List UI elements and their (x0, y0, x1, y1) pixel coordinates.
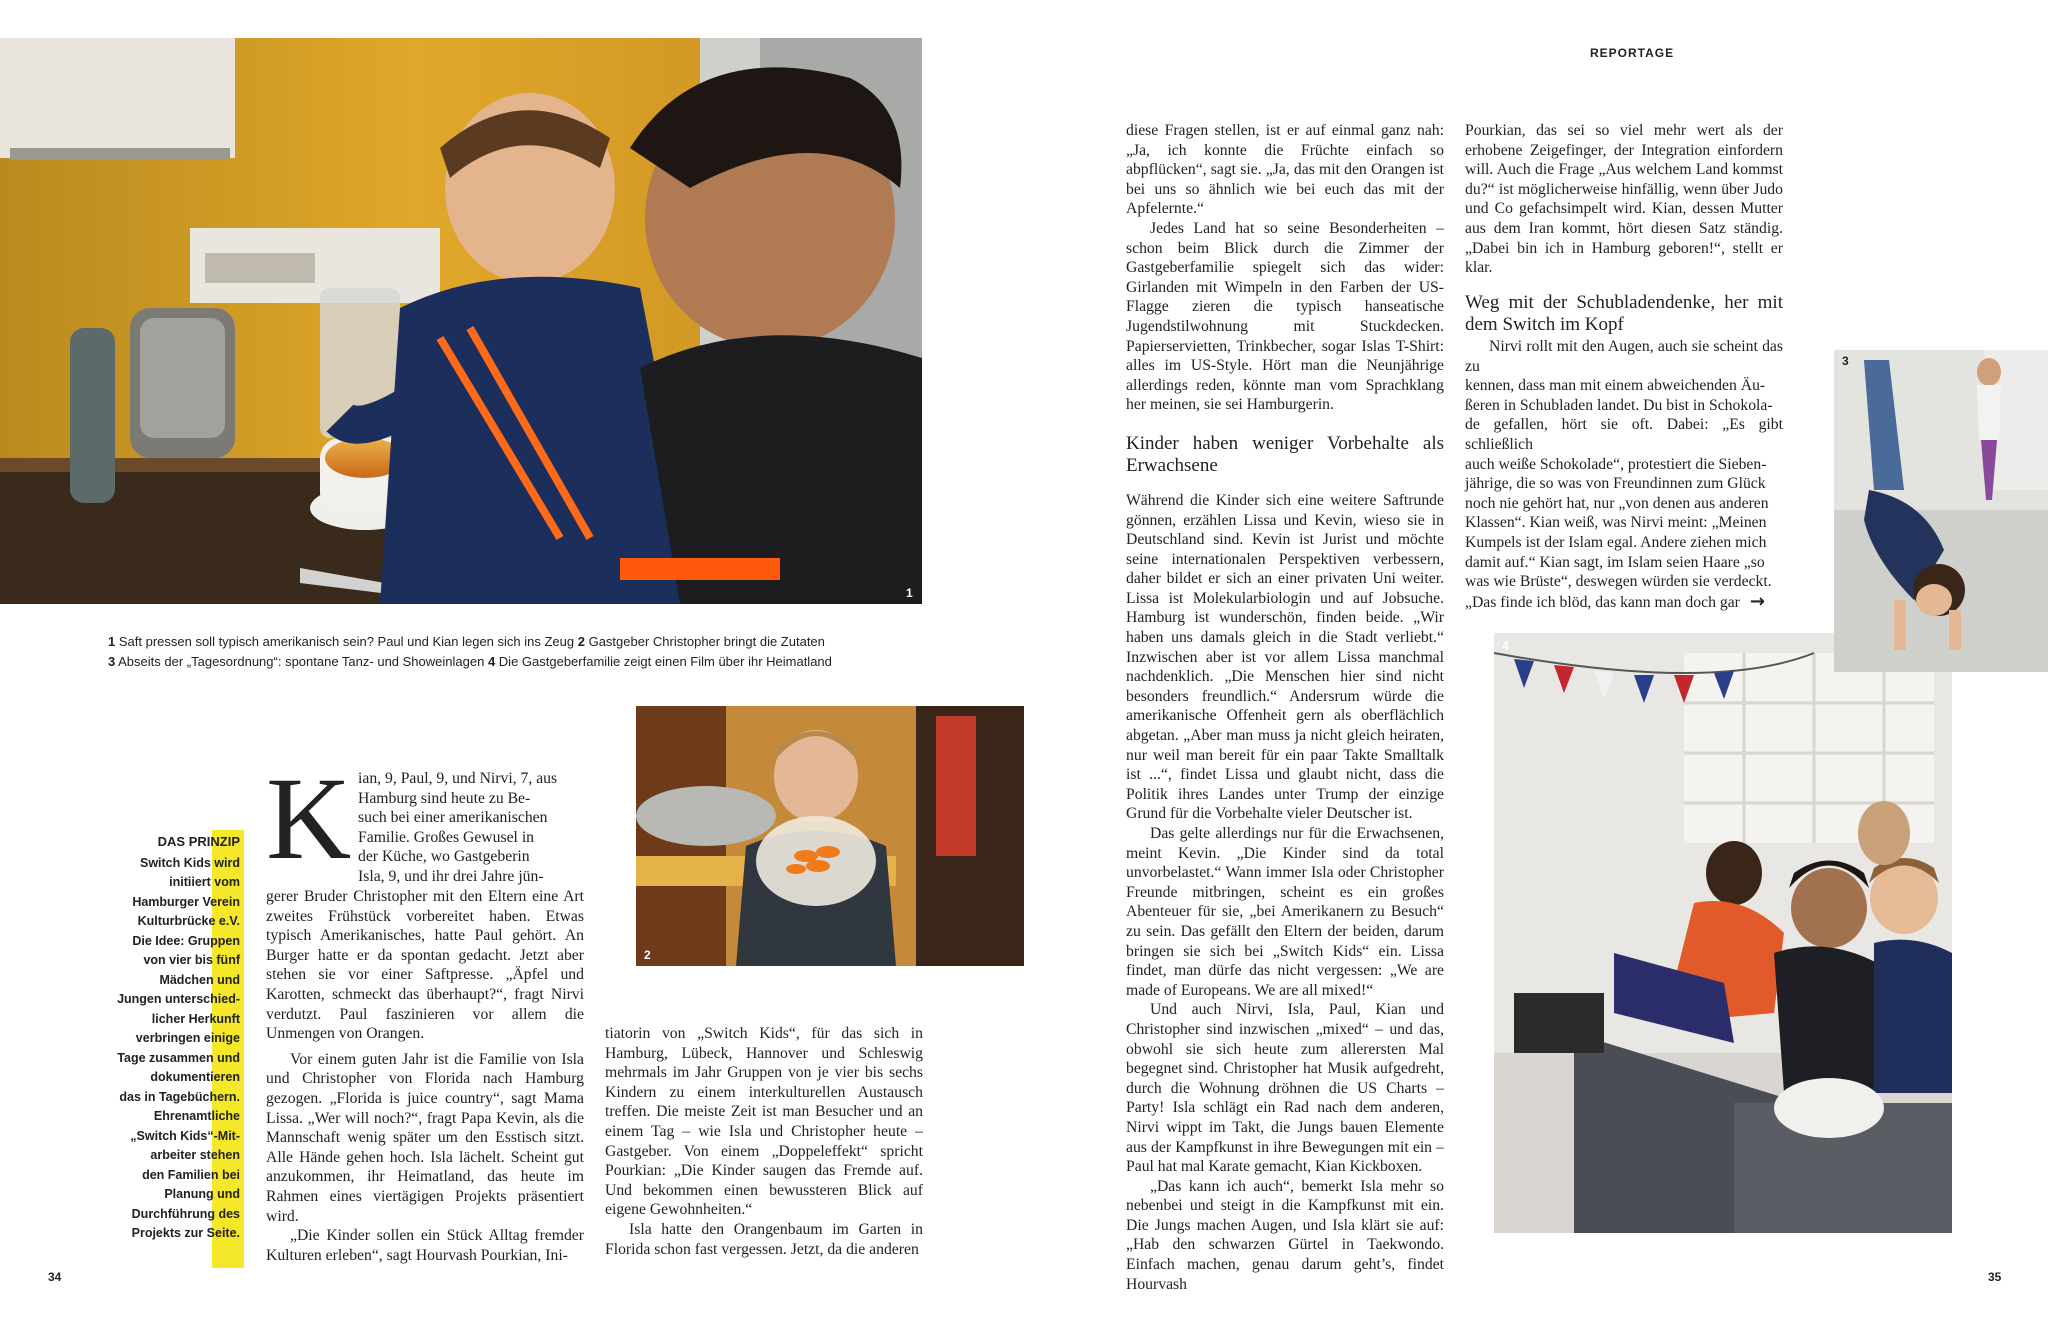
paragraph: Während die Kinder sich eine weitere Saftrunde gönnen, erzählen Lissa und Kevin, wieso sie in Deutschland sind. Kevin ist Jurist und möchte seine internationalen Perspektiven verbessern, daher bildet er sich an einer privaten Uni weiter. Lissa ist Molekularbiologin und auf Jobsuche. Hamburg ist wunderschön, finden beide. „Wir haben uns damals gleich in die Stadt verliebt.“ Inzwischen aber ist vor allem Lissa manchmal nachdenklich. „Die Menschen hier sind nicht besonders freundlich.“ Andersrum würde die amerikanische Offenheit gern als oberflächlich abgetan. „Aber man muss ja nicht gleich heiraten, nur weil man bereit für ein paar Takte Smalltalk ist ...“, findet Lissa und glaubt nicht, dass die Politik ihres Landes unter Trump der einzige Grund für die Vorbehalte vieler Deutscher ist. (1126, 491, 1444, 823)
caption-text: Abseits der „Tagesordnung“: spontane Tanz- und Showeinlagen (118, 654, 485, 669)
living-room-illustration (1494, 633, 1952, 1233)
sidebar-das-prinzip (100, 832, 240, 1244)
sidebar-line: Kulturbrücke e.V. (137, 914, 240, 928)
sidebar-line: arbeiter stehen (150, 1148, 240, 1162)
paragraph: Isla hatte den Orangenbaum im Garten in Florida schon fast vergessen. Jetzt, da die anderen (605, 1220, 923, 1258)
sidebar-title: DAS PRINZIP (157, 834, 240, 849)
text-line: Hamburg sind heute zu Be- (358, 789, 531, 807)
kitchen-photo-illustration (0, 38, 922, 604)
article-column-4 (1465, 121, 1783, 350)
photo-number-4: 4 (1502, 639, 1509, 653)
subheading: Weg mit der Schubladendenke, her mit dem Switch im Kopf (1465, 291, 1783, 335)
boy-carrots-illustration (636, 706, 1024, 966)
paragraph: gerer Bruder Christopher mit den Eltern eine Art zweites Frühstück vorbereitet haben. Etwas typisch Amerikanisches, hatte Paul gehört. An Burger hatte er da spontan gedacht. Jetzt aber stehen sie vor einer Saftpresse. „Äpfel und Karotten, schmeckt das überhaupt?“, fragt Nirvi verdutzt. Paul faszinieren vor allem die Unmengen von Orangen. (266, 888, 584, 1043)
continue-arrow-icon: → (1749, 590, 1765, 612)
caption-number: 4 (487, 654, 496, 669)
section-label: REPORTAGE (1590, 46, 1675, 60)
text-line: ßeren in Schubladen landet. Du bist in Schokola- (1465, 396, 1773, 414)
text-line: Isla, 9, und ihr drei Jahre jün- (358, 867, 544, 885)
drop-cap: K (266, 753, 352, 884)
text-line: Kumpels ist der Islam egal. Andere ziehen mich (1465, 533, 1767, 551)
paragraph: Vor einem guten Jahr ist die Familie von Isla und Christopher von Florida nach Hamburg gezogen. „Florida is juice country“, sagt Mama Lissa. „Wer will noch?“, fragt Papa Kevin, als die Mannschaft wenig später um den Esstisch sitzt. Alle Hände gehen hoch. Isla lächelt. Scheint gut anzukommen, ihr Heimatland, das heute im Rahmen eines viertägigen Projekts präsentiert wird. (266, 1050, 584, 1225)
text-line: jährige, die so was von Freundinnen zum Glück (1465, 475, 1766, 493)
sidebar-line: Durchführung des (131, 1206, 240, 1221)
photo-number-3: 3 (1842, 354, 1849, 368)
text-line: damit auf.“ Kian sagt, im Islam seien Haare „so (1465, 553, 1765, 571)
caption-number: 2 (577, 634, 585, 649)
caption-number: 1 (108, 634, 116, 649)
text-line: Familie. Großes Gewusel in (358, 828, 535, 846)
text-line: Nirvi rollt mit den Augen, auch sie scheint das zu (1465, 338, 1783, 375)
sidebar-line: Planung und (164, 1187, 240, 1201)
article-column-3 (1126, 121, 1444, 1294)
paragraph: Pourkian, das sei so viel mehr wert als der erhobene Zeigefinger, der Integration einfordern will. Auch die Frage „Aus welchem Land kommst du?“ ist möglicherweise hinfällig, wenn über Judo und Co gefachsimpelt wird. Kian, dessen Mutter aus dem Iran kommt, hört diesen Satz ständig. „Dabei bin ich in Hamburg geboren!“, stellt er klar. (1465, 122, 1783, 277)
sidebar-line: licher Herkunft (151, 1011, 240, 1026)
photo-number-1: 1 (906, 586, 913, 600)
sidebar-line: das in Tagebüchern. (119, 1089, 240, 1104)
sidebar-line: Switch Kids wird (139, 855, 240, 870)
caption-text: Die Gastgeberfamilie zeigt einen Film über ihr Heimatland (498, 654, 832, 669)
text-line: auch weiße Schokolade“, protestiert die Sieben- (1465, 455, 1767, 473)
text-line: Klassen“. Kian weiß, was Nirvi meint: „Meinen (1465, 514, 1767, 532)
sidebar-line: von vier bis fünf (143, 953, 240, 967)
text-line-end: „Das finde ich blöd, das kann man doch gar (1465, 593, 1740, 611)
subheading: Kinder haben weniger Vorbehalte als Erwachsene (1126, 432, 1444, 476)
text-line: der Küche, wo Gastgeberin (358, 848, 530, 866)
text-line: kennen, dass man mit einem abweichenden Äu- (1465, 377, 1766, 395)
article-column-1 (266, 887, 584, 1265)
sidebar-line: verbringen einige (135, 1031, 240, 1045)
paragraph: „Das kann ich auch“, bemerkt Isla mehr so nebenbei und steigt in die Kampfkunst mit ein. Die Jungs machen Augen, und Isla klärt sie auf: „Hab den schwarzen Gürtel in Taekwondo. Einfach machen, genau darum geht’s, findet Hourvash (1126, 1177, 1444, 1293)
caption-text: Saft pressen soll typisch amerikanisch sein? Paul und Kian legen sich ins Zeug (118, 634, 575, 649)
page-number-left: 34 (48, 1270, 62, 1284)
photo-handstand (1834, 350, 2048, 672)
caption-line-2 (108, 652, 938, 672)
sidebar-line: dokumentieren (150, 1070, 240, 1084)
sidebar-line: Mädchen und (159, 972, 240, 987)
sidebar-line: initiiert vom (169, 875, 240, 889)
paragraph: diese Fragen stellen, ist er auf einmal ganz nah: „Ja, ich konnte die Früchte einfach so abpflücken“, sagt sie. „Ja, das mit den Orangen ist bei uns so ähnlich wie bei euch das mit der Apfelernte.“ (1126, 122, 1444, 218)
text-line: de gefallen, hört sie oft. Dabei: „Es gibt schließlich (1465, 416, 1783, 453)
article-column-2 (605, 1024, 923, 1259)
page-number-right: 35 (1988, 1270, 2002, 1284)
sidebar-line: Hamburger Verein (132, 894, 240, 909)
photo-captions (108, 632, 938, 672)
text-line: ian, 9, Paul, 9, und Nirvi, 7, aus (358, 770, 558, 787)
photo-living-room-film (1494, 633, 1952, 1233)
article-column-1-top (358, 769, 583, 887)
photo-number-2: 2 (644, 948, 651, 962)
caption-text: Gastgeber Christopher bringt die Zutaten (588, 634, 825, 649)
photo-boy-with-carrots (636, 706, 1024, 966)
sidebar-line: Ehrenamtliche (153, 1109, 240, 1123)
paragraph: Und auch Nirvi, Isla, Paul, Kian und Christopher sind inzwischen „mixed“ – und das, obwohl sie sich heute zum allerersten Mal begegnet sind. Christopher hat Musik aufgedreht, durch die Wohnung dröhnen die US Charts – Party! Isla schlägt ein Rad nach dem anderen, Nirvi wippt im Takt, die Jungs bauen Elemente aus der Kampfkunst in ihre Bewegungen mit ein – Paul hat mal Karate gemacht, Kian Kickboxen. (1126, 1001, 1444, 1176)
sidebar-line: Die Idee: Gruppen (132, 933, 240, 948)
photo-kitchen-juice-press (0, 38, 922, 604)
sidebar-line: Projekts zur Seite. (131, 1226, 240, 1240)
sidebar-line: Tage zusammen und (117, 1050, 240, 1065)
sidebar-line: den Familien bei (142, 1167, 240, 1182)
sidebar-line: „Switch Kids“-Mit- (130, 1128, 240, 1143)
paragraph: „Die Kinder sollen ein Stück Alltag fremder Kulturen erleben“, sagt Hourvash Pourkian, Ini- (266, 1227, 584, 1264)
text-line: was wie Brüste“, deswegen würden sie verdeckt. (1465, 573, 1772, 591)
text-line (1465, 592, 1783, 613)
caption-line-1 (108, 632, 938, 652)
article-column-4-narrow (1465, 337, 1783, 612)
paragraph: tiatorin von „Switch Kids“, für das sich in Hamburg, Lübeck, Hannover und Schleswig mehrmals im Jahr Gruppen von je vier bis sechs Kindern zu einem interkulturellen Austausch treffen. Die meiste Zeit ist man Besucher und an einem Tag – wie Isla und Christopher heute – Gastgeber. Von einem „Doppeleffekt“ spricht Pourkian: „Die Kinder saugen das Fremde auf. Und bekommen einen bewussteren Blick auf eigene Gewohnheiten.“ (605, 1025, 923, 1219)
handstand-illustration (1834, 350, 2048, 672)
paragraph: Jedes Land hat so seine Besonderheiten – schon beim Blick durch die Zimmer der Gastgeberfamilie spiegelt sich das wider: Girlanden mit Wimpeln in den Farben der US-Flagge zieren die typisch hanseatische Jugendstilwohnung mit Stuckdecken. Papierservietten, Trinkbecher, sogar Islas T-Shirt: alles im US-Style. Hört man die Neunjährige allerdings reden, könnte man vom Sprachklang her meinen, sie sei Hamburgerin. (1126, 219, 1444, 414)
sidebar-line: Jungen unterschied- (117, 992, 240, 1006)
caption-number: 3 (108, 654, 116, 669)
text-line: noch nie gehört hat, nur „von denen aus anderen (1465, 494, 1769, 512)
text-line: such bei einer amerikanischen (358, 809, 548, 827)
paragraph: Das gelte allerdings nur für die Erwachsenen, meint Kevin. „Die Kinder sind da total unvorbelastet.“ Wann immer Isla oder Christopher Freunde mitbringen, scheint es ein großes Abenteuer für sie, „bei Amerikanern zu Besuch“ zu sein. Das gefällt den Eltern der beiden, darum bringen sie sich bei „Switch Kids“ ein. Lissa findet, man dürfe das nicht vergessen: „We are made of Europeans. We are all mixed!“ (1126, 825, 1444, 999)
